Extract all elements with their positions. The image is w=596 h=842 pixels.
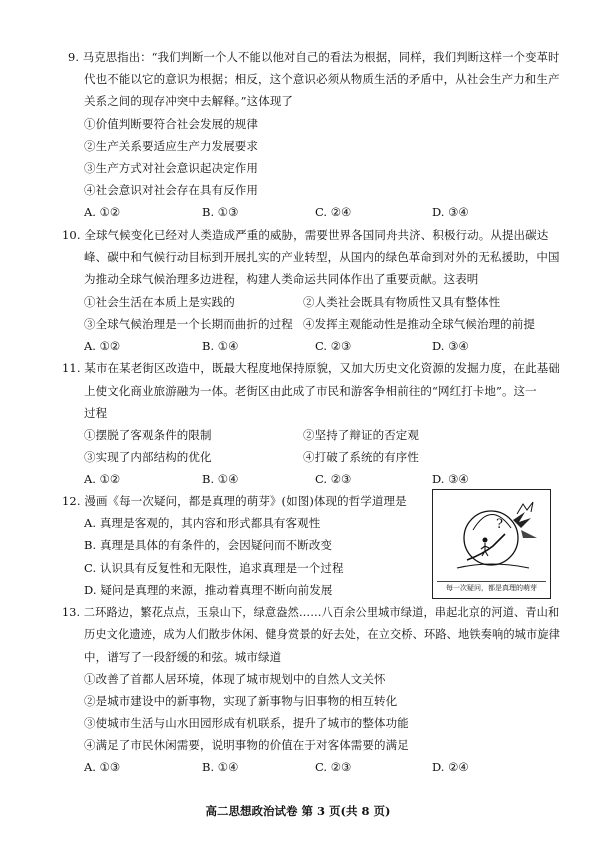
q13-option-c[interactable]: C. ②③ xyxy=(315,760,352,774)
q9-option-d[interactable]: D. ③④ xyxy=(432,205,469,219)
q10-statement-4: ④发挥主观能动性是推动全球气候治理的前提 xyxy=(303,317,535,331)
q11-statement-1: ①摆脱了客观条件的限制 xyxy=(84,428,212,442)
q9-statement-2: ②生产关系要适应生产力发展要求 xyxy=(84,139,258,153)
q11-stem-line-3: 过程 xyxy=(84,406,108,420)
q10-option-a[interactable]: A. ①② xyxy=(84,339,121,353)
q10-stem-line-3: 为推动全球气候治理多边进程，构建人类命运共同体作出了重要贡献。这表明 xyxy=(84,272,479,286)
q13-stem-line-1: 13. 二环路边，繁花点点，玉泉山下，绿意盎然……八百余公里城市绿道，串起北京的河道、青山和 xyxy=(62,605,560,619)
q9-statement-1: ①价值判断要符合社会发展的规律 xyxy=(84,117,258,131)
q10-statement-1: ①社会生活在本质上是实践的 xyxy=(84,295,235,309)
q9-stem-line-3: 关系之间的现存冲突中去解释。”这体现了 xyxy=(84,94,294,108)
cartoon-figure xyxy=(432,489,551,599)
q13-statement-4: ④满足了市民休闲需要，说明事物的价值在于对客体需要的满足 xyxy=(84,738,409,752)
q10-statement-3: ③全球气候治理是一个长期而曲折的过程 xyxy=(84,317,293,331)
q9-option-b[interactable]: B. ①③ xyxy=(202,205,239,219)
q11-option-d[interactable]: D. ③④ xyxy=(432,472,469,486)
q10-option-d[interactable]: D. ③④ xyxy=(432,339,469,353)
q11-option-b[interactable]: B. ①④ xyxy=(202,472,239,486)
q9-statement-3: ③生产方式对社会意识起决定作用 xyxy=(84,161,258,175)
q12-stem: 12. 漫画《每一次疑问，都是真理的萌芽》(如图)体现的哲学道理是 xyxy=(62,494,407,508)
q13-statement-1: ①改善了首都人居环境，体现了城市规划中的自然人文关怀 xyxy=(84,672,386,686)
q12-choice-b[interactable]: B. 真理是具体的有条件的，会因疑问而不断改变 xyxy=(84,538,333,552)
q9-option-a[interactable]: A. ①② xyxy=(84,205,121,219)
page-footer: 高二思想政治试卷 第 3 页(共 8 页) xyxy=(205,804,391,818)
q10-statement-2: ②人类社会既具有物质性又具有整体性 xyxy=(303,295,501,309)
q13-statement-3: ③使城市生活与山水田园形成有机联系，提升了城市的整体功能 xyxy=(84,716,409,730)
q13-option-d[interactable]: D. ②④ xyxy=(432,760,469,774)
q11-option-a[interactable]: A. ①② xyxy=(84,472,121,486)
q13-option-b[interactable]: B. ①④ xyxy=(202,760,239,774)
q10-stem-line-2: 峰、碳中和气候行动目标到开展扎实的产业转型，从国内的绿色革命到对外的无私援助，中国 xyxy=(84,250,560,264)
cartoon-illustration xyxy=(433,490,550,584)
q9-stem-line-1: 9. 马克思指出：“我们判断一个人不能以他对自己的看法为根据，同样，我们判断这样一个变革时 xyxy=(68,50,560,64)
q11-stem-line-1: 11. 某市在某老街区改造中，既最大程度地保持原貌，又加大历史文化资源的发掘力度，在此基础 xyxy=(62,361,560,375)
q11-option-c[interactable]: C. ②③ xyxy=(315,472,352,486)
q9-statement-4: ④社会意识对社会存在具有反作用 xyxy=(84,183,258,197)
q11-stem-line-2: 上使文化商业旅游融为一体。老街区由此成了市民和游客争相前往的“网红打卡地”。这一 xyxy=(84,384,537,398)
svg-text:?: ? xyxy=(496,517,503,532)
q9-option-c[interactable]: C. ②④ xyxy=(315,205,352,219)
q12-choice-a[interactable]: A. 真理是客观的，其内容和形式都具有客观性 xyxy=(84,516,321,530)
q11-statement-3: ③实现了内部结构的优化 xyxy=(84,450,212,464)
cartoon-caption: 每一次疑问，都是真理的萌芽 xyxy=(437,581,546,594)
q13-statement-2: ②是城市建设中的新事物，实现了新事物与旧事物的相互转化 xyxy=(84,694,398,708)
q12-choice-d[interactable]: D. 疑问是真理的来源，推动着真理不断向前发展 xyxy=(84,583,333,597)
q13-stem-line-3: 中，谱写了一段舒缓的和弦。城市绿道 xyxy=(84,650,282,664)
q10-option-c[interactable]: C. ②③ xyxy=(315,339,352,353)
q9-stem-line-2: 代也不能以它的意识为根据；相反，这个意识必须从物质生活的矛盾中，从社会生产力和生产 xyxy=(84,72,560,86)
q10-stem-line-1: 10. 全球气候变化已经对人类造成严重的威胁，需要世界各国同舟共济、积极行动。从提出碳达 xyxy=(62,228,549,242)
q11-statement-4: ④打破了系统的有序性 xyxy=(303,450,419,464)
q11-statement-2: ②坚持了辩证的否定观 xyxy=(303,428,419,442)
q10-option-b[interactable]: B. ①④ xyxy=(202,339,239,353)
q13-option-a[interactable]: A. ①③ xyxy=(84,760,121,774)
q13-stem-line-2: 历史文化遗迹，成为人们散步休闲、健身赏景的好去处，在立交桥、环路、地铁奏响的城市旋律 xyxy=(84,627,560,641)
q12-choice-c[interactable]: C. 认识具有反复性和无限性，追求真理是一个过程 xyxy=(84,561,344,575)
